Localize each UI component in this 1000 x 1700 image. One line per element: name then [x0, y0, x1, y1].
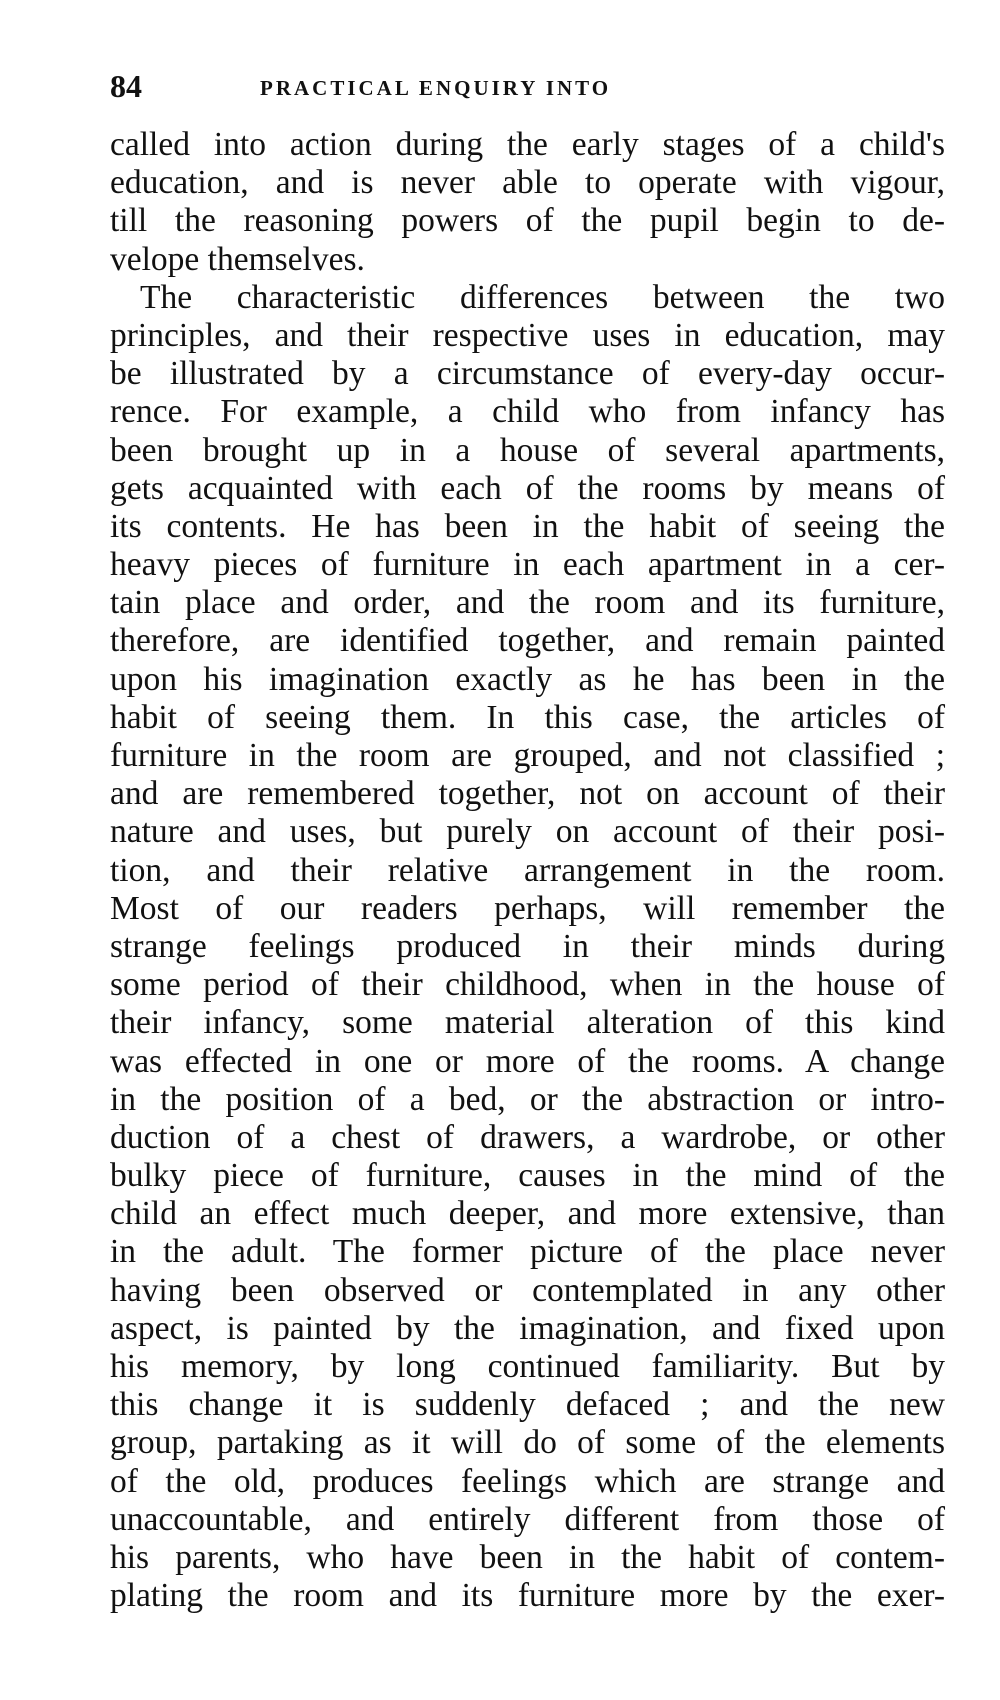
- text-line: child an effect much deeper, and more extensive, than: [110, 1195, 945, 1233]
- text-line: called into action during the early stages of a child's: [110, 126, 945, 163]
- text-line: and are remembered together, not on account of their: [110, 775, 945, 813]
- text-line: his parents, who have been in the habit of contem-: [110, 1538, 945, 1576]
- text-line: till the reasoning powers of the pupil begin to de-: [110, 202, 945, 240]
- text-line: velope themselves.: [110, 240, 365, 278]
- text-line: upon his imagination exactly as he has been in the: [110, 660, 945, 698]
- text-line: its contents. He has been in the habit of seeing the: [110, 507, 945, 545]
- text-line: furniture in the room are grouped, and not classified ;: [110, 737, 945, 774]
- text-line: gets acquainted with each of the rooms by means of: [110, 469, 945, 507]
- text-line: unaccountable, and entirely different from those of: [110, 1500, 945, 1538]
- text-line: was effected in one or more of the rooms. A change: [110, 1042, 945, 1080]
- text-line: in the position of a bed, or the abstraction or intro-: [110, 1080, 945, 1118]
- text-line: bulky piece of furniture, causes in the mind of the: [110, 1157, 945, 1195]
- text-line: be illustrated by a circumstance of every-day occur-: [110, 355, 945, 393]
- running-header: [110, 68, 945, 108]
- text-line: group, partaking as it will do of some of the elements: [110, 1424, 945, 1462]
- text-line: therefore, are identified together, and remain painted: [110, 622, 945, 660]
- text-line: plating the room and its furniture more by the exer-: [110, 1577, 945, 1615]
- text-line: in the adult. The former picture of the place never: [110, 1233, 945, 1271]
- text-line: their infancy, some material alteration of this kind: [110, 1004, 945, 1042]
- page-number: 84: [110, 68, 142, 104]
- text-line: principles, and their respective uses in education, may: [110, 316, 945, 354]
- text-line: of the old, produces feelings which are strange and: [110, 1462, 945, 1500]
- text-line: tain place and order, and the room and its furniture,: [110, 584, 945, 622]
- text-line: habit of seeing them. In this case, the articles of: [110, 698, 945, 736]
- text-line: heavy pieces of furniture in each apartment in a cer-: [110, 546, 945, 584]
- text-line: his memory, by long continued familiarity. But by: [110, 1348, 945, 1385]
- text-line: The characteristic differences between the two: [140, 278, 945, 316]
- text-line: aspect, is painted by the imagination, and fixed upon: [110, 1309, 945, 1347]
- text-line: duction of a chest of drawers, a wardrobe, or other: [110, 1118, 945, 1156]
- page-body-text: [110, 126, 945, 1615]
- text-line: education, and is never able to operate with vigour,: [110, 164, 945, 202]
- running-title: PRACTICAL ENQUIRY INTO: [260, 76, 612, 100]
- text-line: Most of our readers perhaps, will remember the: [110, 889, 945, 927]
- text-line: been brought up in a house of several apartments,: [110, 431, 945, 469]
- text-line: nature and uses, but purely on account of their posi-: [110, 813, 945, 851]
- text-line: having been observed or contemplated in any other: [110, 1271, 945, 1309]
- text-line: some period of their childhood, when in the house of: [110, 966, 945, 1004]
- text-line: strange feelings produced in their minds during: [110, 927, 945, 965]
- text-line: rence. For example, a child who from infancy has: [110, 393, 945, 431]
- text-line: this change it is suddenly defaced ; and the new: [110, 1386, 945, 1424]
- text-line: tion, and their relative arrangement in the room.: [110, 851, 945, 889]
